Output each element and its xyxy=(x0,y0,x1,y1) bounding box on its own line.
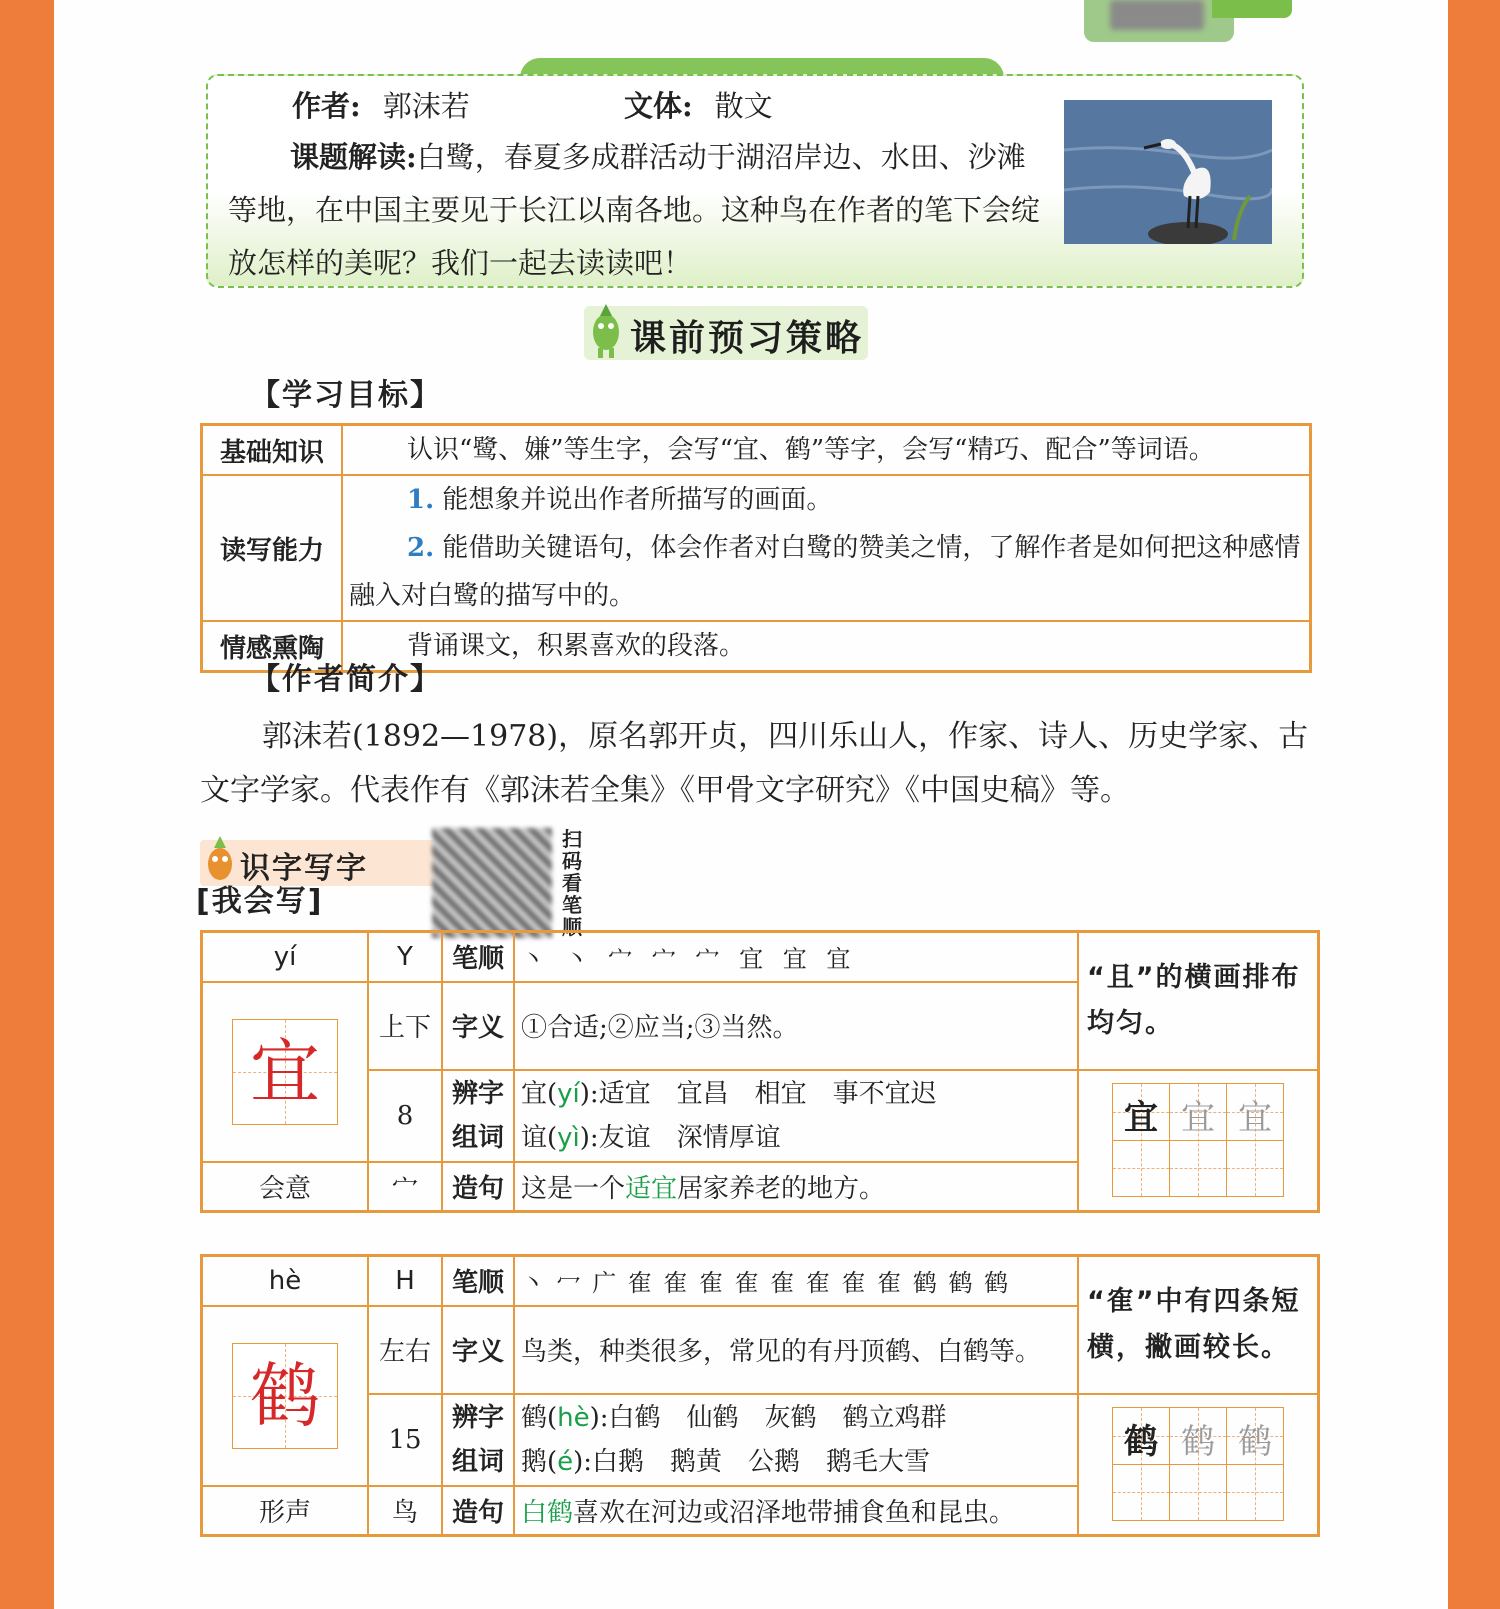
goals-title: 【学习目标】 xyxy=(250,378,442,413)
char-structure: 左右 xyxy=(368,1306,442,1394)
strategy-title: 课前预习策略 xyxy=(630,318,865,359)
char-large: 宜 xyxy=(250,1030,320,1113)
label-bianzi-zuci xyxy=(442,1394,514,1486)
practice-grid xyxy=(1112,1083,1284,1197)
practice-char-faint: 宜 xyxy=(1238,1098,1272,1139)
char-display-cell xyxy=(202,982,369,1162)
practice-char: 宜 xyxy=(1124,1098,1158,1139)
sentence-keyword: 白鹤 xyxy=(521,1497,574,1528)
char-grid-box xyxy=(232,1019,338,1125)
compare-pinyin: é xyxy=(557,1446,574,1477)
goal-item-number: 2. xyxy=(407,533,435,563)
author-intro-text: 郭沫若(1892—1978)，原名郭开贞，四川乐山人，作家、诗人、历史学家、古文字学家。代表作有《郭沫若全集》《甲骨文字研究》《中国史稿》等。 xyxy=(200,719,1309,808)
sentence-part: 喜欢在河边或沼泽地带捕食鱼和昆虫。 xyxy=(573,1497,1016,1528)
label-ziyi: 字义 xyxy=(442,982,514,1070)
char-radical: 鸟 xyxy=(368,1486,442,1536)
stroke-order xyxy=(514,1256,1078,1306)
example-sentence xyxy=(514,1486,1078,1536)
char-structure: 上下 xyxy=(368,982,442,1070)
sentence-part: 这是一个 xyxy=(521,1173,626,1204)
char-stroke-count: 15 xyxy=(368,1394,442,1486)
shizi-title: 识字写字 xyxy=(240,851,368,886)
compare-words: ):白鹤 仙鹤 灰鹤 鹤立鸡群 xyxy=(589,1402,947,1433)
example-sentence xyxy=(514,1162,1078,1212)
practice-char-faint: 鹤 xyxy=(1238,1422,1272,1463)
char-display-cell xyxy=(202,1306,369,1486)
goal-item-text: 能借助关键语句，体会作者对白鹭的赞美之情，了解作者是如何把这种感情融入对白鹭的描写中的。 xyxy=(349,533,1301,611)
practice-grid-cell xyxy=(1078,1394,1319,1536)
label-bishun: 笔顺 xyxy=(442,932,514,982)
char-formation: 形声 xyxy=(202,1486,369,1536)
stroke-sequence: 丶 丶 宀 宀 宀 宜 宜 宜 xyxy=(521,945,857,974)
practice-char-faint: 鹤 xyxy=(1181,1422,1215,1463)
goal-content xyxy=(342,621,1311,672)
egret-photo xyxy=(1064,100,1272,244)
genre-label: 文体: xyxy=(623,89,693,123)
char-grid-box xyxy=(232,1343,338,1449)
label-bishun: 笔顺 xyxy=(442,1256,514,1306)
table-row xyxy=(202,475,1311,621)
author-label: 作者: xyxy=(292,89,361,123)
author-value: 郭沫若 xyxy=(382,89,470,123)
character-card xyxy=(200,1254,1320,1537)
compare-pinyin: hè xyxy=(557,1402,590,1433)
top-qr-tag xyxy=(1212,0,1292,18)
stroke-order xyxy=(514,932,1078,982)
label-zuci: 组词 xyxy=(451,1446,504,1477)
genre-value: 散文 xyxy=(714,89,773,123)
label-bianzi: 辨字 xyxy=(451,1078,504,1109)
compare-char: 宜( xyxy=(521,1078,558,1109)
reading-label: 课题解读: xyxy=(290,140,417,174)
intro-reading xyxy=(228,131,1048,290)
practice-grid xyxy=(1112,1407,1284,1521)
textbook-page xyxy=(54,0,1448,1609)
writing-tip: “隺”中有四条短横，撇画较长。 xyxy=(1078,1256,1319,1394)
compare-words: ):适宜 宜昌 相宜 事不宜迟 xyxy=(579,1078,937,1109)
compare-char: 鹤( xyxy=(521,1402,558,1433)
goal-content xyxy=(342,425,1311,476)
compare-pinyin: yì xyxy=(557,1122,580,1153)
char-stroke-count: 8 xyxy=(368,1070,442,1162)
stroke-sequence: 丶 冖 广 隺 隺 隺 隺 隺 隺 隺 隺 鹤 鹤 鹤 xyxy=(521,1269,1011,1298)
top-qr-code[interactable] xyxy=(1084,0,1234,42)
goal-text: 背诵课文，积累喜欢的段落。 xyxy=(407,631,746,661)
practice-char: 鹤 xyxy=(1124,1422,1158,1463)
intro-meta xyxy=(292,84,795,125)
table-row xyxy=(202,1256,1319,1306)
label-zaoju: 造句 xyxy=(442,1486,514,1536)
goal-item-text: 能想象并说出作者所描写的画面。 xyxy=(442,485,833,515)
character-card xyxy=(200,930,1320,1213)
char-formation: 会意 xyxy=(202,1162,369,1212)
table-row xyxy=(202,932,1319,982)
compare-words: ):友谊 深情厚谊 xyxy=(579,1122,781,1153)
table-row xyxy=(202,425,1311,476)
char-compare-words xyxy=(514,1394,1078,1486)
char-radical: 宀 xyxy=(368,1162,442,1212)
compare-char: 鹅( xyxy=(521,1446,558,1477)
table-row xyxy=(202,1070,1319,1162)
sentence-part: 居家养老的地方。 xyxy=(677,1173,886,1204)
practice-grid-cell xyxy=(1078,1070,1319,1212)
char-pinyin: hè xyxy=(202,1256,369,1306)
char-letter: H xyxy=(368,1256,442,1306)
goal-text: 认识“鹭、嫌”等生字，会写“宜、鹤”等字，会写“精巧、配合”等词语。 xyxy=(407,435,1215,465)
label-ziyi: 字义 xyxy=(442,1306,514,1394)
mascot-icon xyxy=(586,302,626,360)
author-intro-paragraph xyxy=(200,710,1320,818)
sentence-keyword: 适宜 xyxy=(625,1173,678,1204)
author-intro-title: 【作者简介】 xyxy=(250,662,442,697)
writing-tip: “且”的横画排布均匀。 xyxy=(1078,932,1319,1070)
reading-text: 白鹭，春夏多成群活动于湖沼岸边、水田、沙滩等地，在中国主要见于长江以南各地。这种鸟在作者的笔下会绽放怎样的美呢？我们一起去读读吧！ xyxy=(228,140,1041,280)
char-meaning: ①合适;②应当;③当然。 xyxy=(514,982,1078,1070)
label-bianzi-zuci xyxy=(442,1070,514,1162)
scan-label: 扫码看笔顺 xyxy=(562,827,582,939)
intro-box xyxy=(206,74,1304,288)
top-qr-image xyxy=(1110,0,1204,30)
compare-words: ):白鹅 鹅黄 公鹅 鹅毛大雪 xyxy=(573,1446,931,1477)
goal-label: 读写能力 xyxy=(202,475,343,621)
goal-label: 基础知识 xyxy=(202,425,343,476)
char-letter: Y xyxy=(368,932,442,982)
strategy-header xyxy=(584,306,868,360)
egret-illustration xyxy=(1064,100,1272,244)
char-pinyin: yí xyxy=(202,932,369,982)
stroke-order-qr-code[interactable] xyxy=(432,828,552,938)
practice-char-faint: 宜 xyxy=(1181,1098,1215,1139)
label-zaoju: 造句 xyxy=(442,1162,514,1212)
char-compare-words xyxy=(514,1070,1078,1162)
compare-pinyin: yí xyxy=(557,1078,580,1109)
goal-item-number: 1. xyxy=(407,485,435,515)
char-meaning: 鸟类，种类很多，常见的有丹顶鹤、白鹤等。 xyxy=(514,1306,1078,1394)
goals-table xyxy=(200,423,1312,673)
write-subtitle: [我会写] xyxy=(196,884,324,919)
char-large: 鹤 xyxy=(250,1354,320,1437)
goal-label: 情感熏陶 xyxy=(202,621,343,672)
label-bianzi: 辨字 xyxy=(451,1402,504,1433)
compare-char: 谊( xyxy=(521,1122,558,1153)
goal-content xyxy=(342,475,1311,621)
label-zuci: 组词 xyxy=(451,1122,504,1153)
table-row xyxy=(202,1394,1319,1486)
